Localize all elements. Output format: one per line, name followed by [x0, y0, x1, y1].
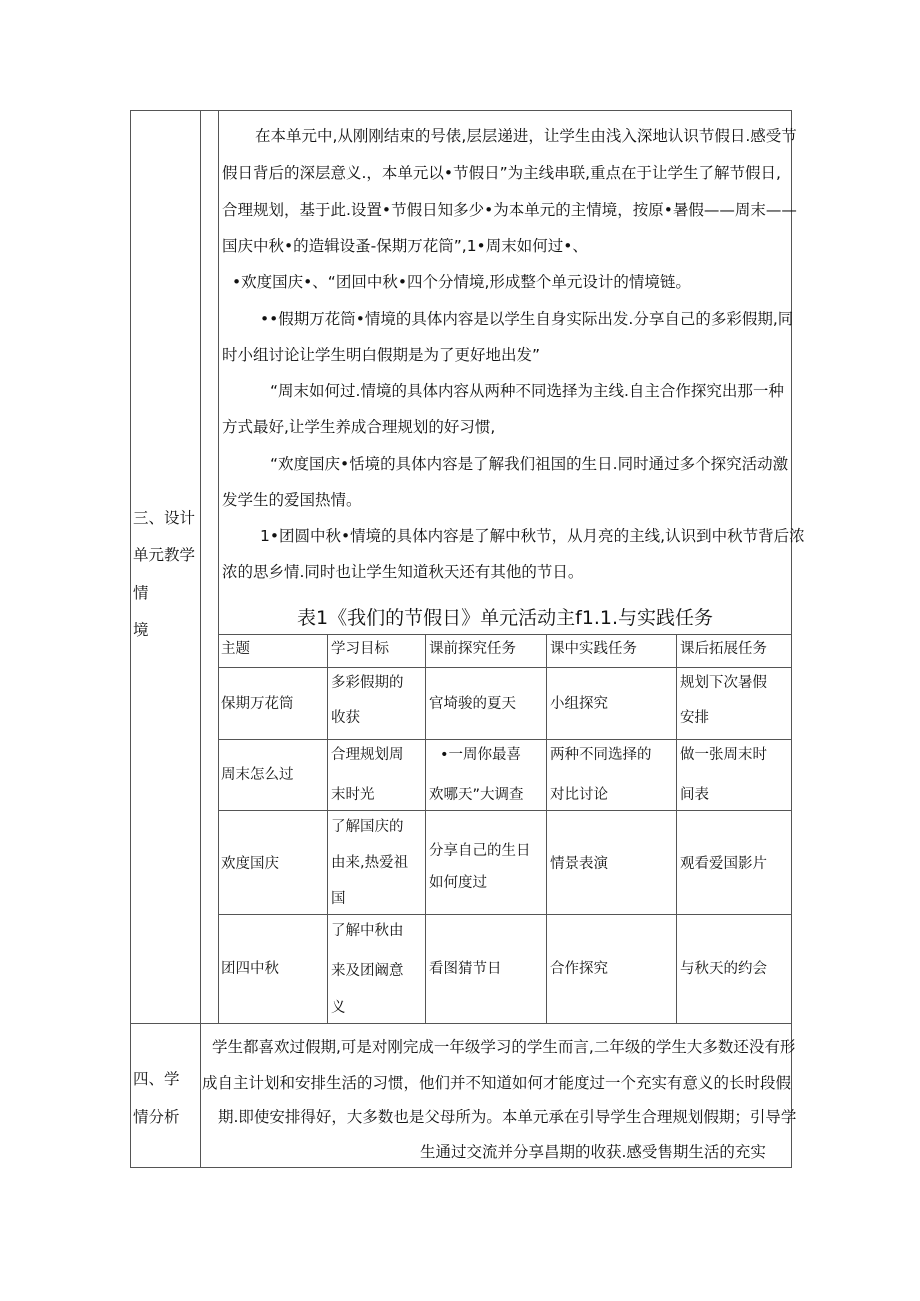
table-border-top [130, 110, 792, 111]
section3-label-line: 情 [133, 584, 149, 602]
goal-cell: 多彩假期的 [331, 675, 404, 691]
mid-task-cell: 情景表演 [550, 856, 608, 872]
label-column-divider [200, 110, 201, 1168]
theme-cell: 周末怎么过 [221, 767, 294, 783]
header-cell: 学习目标 [331, 641, 389, 657]
pre-task-cell: •一周你最喜 [440, 747, 522, 763]
body-line: 假日背后的深层意义.，本单元以•节假日”为主线串联,重点在于让学生了解节假日, [222, 164, 781, 182]
body-line: “欢度国庆•恬境的具体内容是了解我们祖国的生日.同时通过多个探究活动激 [270, 455, 789, 473]
theme-cell: 保期万花筒 [221, 696, 294, 712]
goal-cell: 由来,热爱祖 [331, 855, 409, 871]
body-line: 成自主计划和安排生活的习惯，他们并不知道如何才能度过一个充实有意义的长时段假 [202, 1074, 792, 1092]
body-line: 在本单元中,从刚刚结束的号俵,层层递进，让学生由浅入深地认识节假日.感受节 [255, 127, 797, 145]
activity-table-col-line [327, 634, 328, 1023]
table-caption: 表1《我们的节假日》单元活动主f1.1.与实践任务 [297, 607, 714, 629]
mid-task-cell: 合作探究 [550, 961, 608, 977]
activity-table-col-line [425, 634, 426, 1023]
goal-cell: 合理规划周 [331, 747, 404, 763]
theme-cell: 团四中秋 [221, 961, 279, 977]
activity-table-row-line [218, 739, 791, 740]
body-line: 方式最好,让学生养成合理规划的好习惯, [222, 418, 496, 436]
mid-task-cell: 小组探究 [550, 696, 608, 712]
section4-label-line: 情分析 [133, 1108, 180, 1126]
post-task-cell: 间表 [680, 787, 709, 803]
section3-label-line: 单元教学 [133, 546, 196, 564]
section4-label-line: 四、学 [133, 1070, 180, 1088]
activity-table-row-line [218, 810, 791, 811]
header-cell: 课前探究任务 [429, 641, 516, 657]
pre-task-cell: 看图猜节日 [429, 961, 502, 977]
goal-cell: 收获 [331, 710, 360, 726]
goal-cell: 末时光 [331, 787, 375, 803]
table-border-bottom [130, 1167, 792, 1168]
table-border-right [791, 110, 792, 1168]
body-line: ••假期万花筒•情境的具体内容是以学生自身实际出发.分享自己的多彩假期,同 [260, 310, 794, 328]
goal-cell: 来及团阚意 [331, 963, 404, 979]
post-task-cell: 做一张周末时 [680, 747, 767, 763]
section-divider [130, 1023, 792, 1024]
activity-table-row-line [218, 667, 791, 668]
pre-task-cell: 官埼骏的夏天 [429, 696, 516, 712]
pre-task-cell: 分享自己的生日 [429, 843, 531, 859]
body-line: 1•团圆中秋•情境的具体内容是了解中秋节，从月亮的主线,认识到中秋节背后浓 [260, 527, 805, 545]
pre-task-cell: 欢哪天”大调查 [429, 787, 524, 803]
post-task-cell: 观看爱国影片 [680, 856, 767, 872]
body-line: 国庆中秋•的造辑设蚤-保期万花筒”,1•周末如何过•、 [222, 237, 588, 255]
theme-cell: 欢度国庆 [221, 856, 279, 872]
goal-cell: 国 [331, 891, 346, 907]
body-line: •欢度国庆•、“团回中秋•四个分情境,形成整个单元设计的情境链。 [232, 273, 691, 291]
body-line: 生通过交流并分享昌期的收获.感受售期生活的充实 [420, 1143, 766, 1161]
goal-cell: 了解中秋由 [331, 923, 404, 939]
post-task-cell: 安排 [680, 710, 709, 726]
header-cell: 课中实践任务 [550, 641, 637, 657]
body-line: 合理规划，基于此.设置•节假日知多少•为本单元的主情境，按原•暑假——周末—— [222, 201, 797, 219]
body-line: 期.即使安排得好，大多数也是父母所为。本单元承在引导学生合理规划假期；引导学 [218, 1108, 797, 1126]
body-line: 发学生的爱国热情。 [222, 491, 362, 509]
pre-task-cell: 如何度过 [429, 875, 487, 891]
header-cell: 课后拓展任务 [680, 641, 767, 657]
mid-task-cell: 对比讨论 [550, 787, 608, 803]
activity-table-col-line [546, 634, 547, 1023]
activity-table-col-line [676, 634, 677, 1023]
goal-cell: 了解国庆的 [331, 819, 404, 835]
section3-label-line: 三、设计 [133, 509, 196, 527]
section3-inner-left-border [218, 110, 219, 1023]
table-border-left [130, 110, 131, 1168]
section3-label-line: 境 [133, 621, 149, 639]
activity-table-row-line [218, 914, 791, 915]
body-line: 时小组讨论让学生明白假期是为了更好地出发” [222, 346, 541, 364]
body-line: 学生都喜欢过假期,可是对刚完成一年级学习的学生而言,二年级的学生大多数还没有形 [212, 1038, 796, 1056]
post-task-cell: 规划下次暑假 [680, 675, 767, 691]
header-cell: 主题 [221, 641, 250, 657]
post-task-cell: 与秋天的约会 [680, 961, 767, 977]
goal-cell: 义 [331, 1000, 346, 1016]
activity-table-top [218, 634, 791, 635]
mid-task-cell: 两种不同选择的 [550, 747, 652, 763]
body-line: 浓的思乡情.同时也让学生知道秋天还有其他的节日。 [222, 563, 584, 581]
body-line: “周末如何过.情境的具体内容从两种不同选择为主线.自主合作探究出那一种 [270, 382, 784, 400]
